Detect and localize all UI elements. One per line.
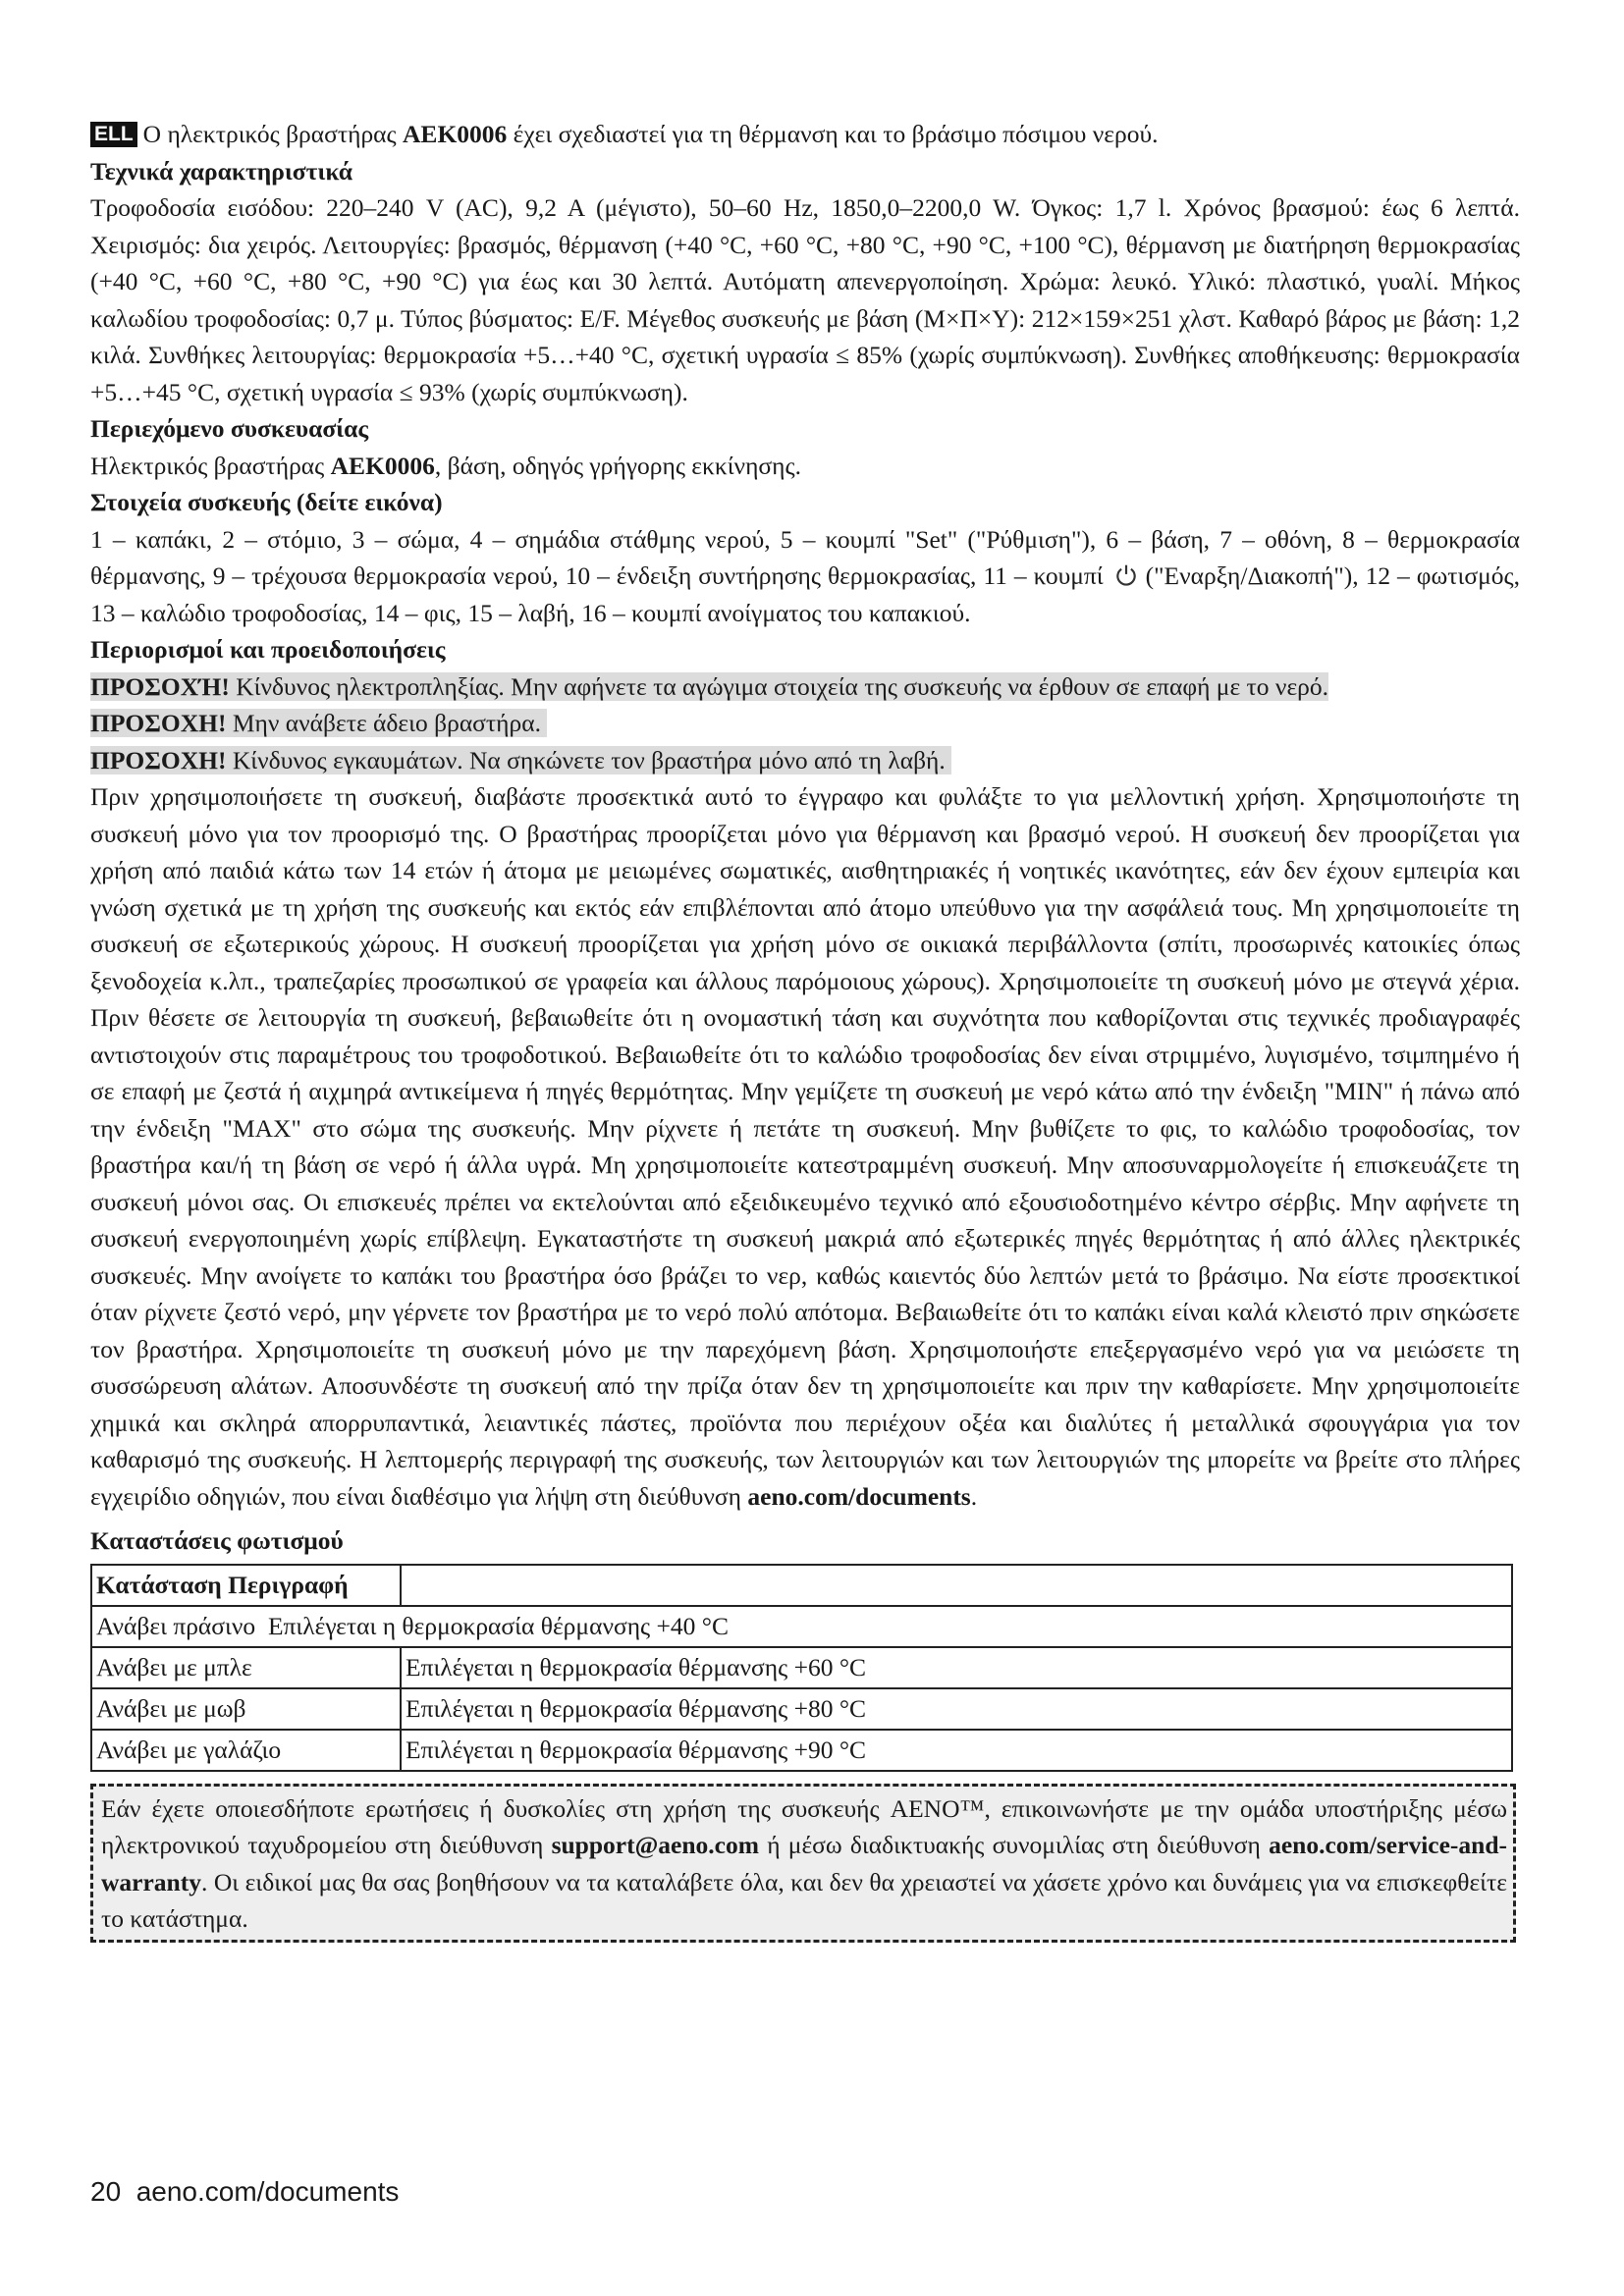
table-row <box>91 1647 1512 1688</box>
specs-heading: Τεχνικά χαρακτηριστικά <box>90 156 352 186</box>
language-badge: ELL <box>90 122 137 147</box>
documents-link[interactable]: aeno.com/documents <box>747 1481 971 1511</box>
elements-text-before: 1 – καπάκι, 2 – στόμιο, 3 – σώμα, 4 – σημάδια στάθμης νερού, 5 – κουμπί "Set" ("Ρύθμιση"), 6 – βάση, 7 – οθόνη, 8 – θερμοκρασία θέρμανσης, 9 – τρέχουσα θερμοκρασία νερού, 10 – ένδειξη συντήρησης θερμοκρασίας, 11 – κουμπί <box>90 524 1520 590</box>
elements-text-after: ("Εναρξη/Διακοπή"), 12 – φωτισμός, 13 – καλώδιο τροφοδοσίας, 14 – φις, 15 – λαβή, 16 – κουμπί ανοίγματος του καπακιού. <box>90 561 1520 627</box>
power-icon <box>1113 562 1139 588</box>
lighting-heading: Καταστάσεις φωτισμού <box>90 1526 344 1555</box>
table-cell-merged: Ανάβει πράσινο Επιλέγεται η θερμοκρασία θέρμανσης +40 °C <box>91 1606 1512 1647</box>
service-warranty-link[interactable]: aeno.com/service-and-warranty <box>101 1831 1508 1896</box>
package-text-before: Ηλεκτρικός βραστήρας <box>90 451 331 480</box>
warning-label: ΠΡΟΣΟΧΗ! <box>90 709 227 737</box>
warning-3 <box>90 742 1520 779</box>
support-email-link[interactable]: support@aeno.com <box>551 1831 759 1859</box>
lighting-states-table <box>90 1564 1513 1772</box>
warning-label: ΠΡΟΣΟΧΉ! <box>90 671 230 701</box>
package-model: AEK0006 <box>330 451 435 480</box>
warnings-body-text: Πριν χρησιμοποιήσετε τη συσκευή, διαβάστε προσεκτικά αυτό το έγγραφο και φυλάξτε το για μελλοντική χρήση. Χρησιμοποιήστε τη συσκευή μόνο για τον προορισμό της. Ο βραστήρας προορίζεται μόνο για θέρμανση και βρασμό νερού. Η συσκευή δεν προορίζεται για χρήση από παιδιά κάτω των 14 ετών ή άτομα με μειωμένες σωματικές, αισθητηριακές ή νοητικές ικανότητες, εάν δεν έχουν εμπειρία και γνώση σχετικά με τη χρήση της συσκευής και εκτός εάν επιβλέπονται από άτομο υπεύθυνο για την ασφάλειά τους. Μη χρησιμοποιείτε τη συσκευή σε εξωτερικούς χώρους. Η συσκευή προορίζεται για χρήση μόνο σε οικιακά περιβάλλοντα (σπίτι, προσωρινές κατοικίες όπως ξενοδοχεία κ.λπ., τραπεζαρίες προσωπικού σε γραφεία και άλλους παρόμοιους χώρους). Χρησιμοποιείτε τη συσκευή μόνο με στεγνά χέρια. Πριν θέσετε σε λειτουργία τη συσκευή, βεβαιωθείτε ότι η ονομαστική τάση και συχνότητα που καθορίζονται στις τεχνικές προδιαγραφές αντιστοιχούν στις παραμέτρους του τροφοδοτικού. Βεβαιωθείτε ότι το καλώδιο τροφοδοσίας δεν είναι στριμμένο, λυγισμένο, τσιμπημένο ή σε επαφή με ζεστά ή αιχμηρά αντικείμενα ή πηγές θερμότητας. Μην γεμίζετε τη συσκευή με νερό κάτω από την ένδειξη "MIN" ή πάνω από την ένδειξη "MAX" στο σώμα της συσκευής. Μην ρίχνετε ή πετάτε τη συσκευή. Μην βυθίζετε το φις, το καλώδιο τροφοδοσίας, τον βραστήρα και/ή τη βάση σε νερό ή άλλα υγρά. Μη χρησιμοποιείτε κατεστραμμένη συσκευή. Μην αποσυναρμολογείτε ή επισκευάζετε τη συσκευή μόνοι σας. Οι επισκευές πρέπει να εκτελούνται από εξειδικευμένο τεχνικό από εξουσιοδοτημένο κέντρο σέρβις. Μην αφήνετε τη συσκευή ενεργοποιημένη χωρίς επίβλεψη. Εγκαταστήστε τη συσκευή μακριά από εξωτερικές πηγές θερμότητας ή από άλλες ηλεκτρικές συσκευές. Μην ανοίγετε το καπάκι του βραστήρα όσο βράζει το νερ, καθώς καιεντός δύο λεπτών μετά το βράσιμο. Να είστε προσεκτικοί όταν ρίχνετε ζεστό νερό, μην γέρνετε τον βραστήρα με το νερό πολύ απότομα. Βεβαιωθείτε ότι το καπάκι είναι καλά κλειστό πριν σηκώσετε τον βραστήρα. Χρησιμοποιείτε τη συσκευή μόνο με την παρεχόμενη βάση. Χρησιμοποιήστε επεξεργασμένο νερό για να μειώσετε τη συσσώρευση αλάτων. Αποσυνδέστε τη συσκευή από την πρίζα όταν δεν τη χρησιμοποιείτε και πριν την καθαρίσετε. Μην χρησιμοποιείτε χημικά και σκληρά απορρυπαντικά, λειαντικές πάστες, προϊόντα που περιέχουν οξέα και διαλύτες ή μεταλλικά σφουγγάρια για τον καθαρισμό της συσκευής. Η λεπτομερής περιγραφή της συσκευής, των λειτουργιών και των λειτουργιών της μπορείτε να βρείτε στο πλήρες εγχειρίδιο οδηγιών, που είναι διαθέσιμο για λήψη στη διεύθυνση <box>90 782 1520 1511</box>
intro-text-after: έχει σχεδιαστεί για τη θέρμανση και το βράσιμο πόσιμου νερού. <box>507 120 1159 148</box>
specs-text: Τροφοδοσία εισόδου: 220–240 V (AC), 9,2 A (μέγιστο), 50–60 Hz, 1850,0–2200,0 W. Όγκος: 1,7 l. Χρόνος βρασμού: έως 6 λεπτά. Χειρισμός: δια χειρός. Λειτουργίες: βρασμός, θέρμανση (+40 °C, +60 °C, +80 °C, +90 °C, +100 °C), θέρμανση με διατήρηση θερμοκρασίας (+40 °C, +60 °C, +80 °C, +90 °C) για έως και 30 λεπτά. Αυτόματη απενεργοποίηση. Χρώμα: λευκό. Υλικό: πλαστικό, γυαλί. Μήκος καλωδίου τροφοδοσίας: 0,7 μ. Τύπος βύσματος: E/F. Μέγεθος συσκευής με βάση (Μ×Π×Υ): 212×159×251 χλστ. Καθαρό βάρος με βάση: 1,2 κιλά. Συνθήκες λειτουργίας: θερμοκρασία +5…+40 °C, σχετική υγρασία ≤ 85% (χωρίς συμπύκνωση). Συνθήκες αποθήκευσης: θερμοκρασία +5…+45 °C, σχετική υγρασία ≤ 93% (χωρίς συμπύκνωση). <box>90 193 1520 406</box>
table-cell-state: Ανάβει με μπλε <box>91 1647 401 1688</box>
contact-box: Εάν έχετε οποιεσδήποτε ερωτήσεις ή δυσκολίες στη χρήση της συσκευής AENO™, επικοινωνήστε με την ομάδα υποστήριξης μέσω ηλεκτρονικού ταχυδρομείου στη διεύθυνση support@aeno.com ή μέσω διαδικτυακής συνομιλίας στη διεύθυνση aeno.com/service-and-warranty. Οι ειδικοί μας θα σας βοηθήσουν να τα καταλάβετε όλα, και δεν θα χρειαστεί να χάσετε χρόνο και δυνάμεις για να επισκεφθείτε το κατάστημα. <box>90 1784 1516 1943</box>
warning-text: Κίνδυνος ηλεκτροπληξίας. Μην αφήνετε τα αγώγιμα στοιχεία της συσκευής να έρθουν σε επαφή με το νερό. <box>229 671 1329 701</box>
intro-paragraph <box>90 116 1520 153</box>
table-cell-state: Ανάβει με μωβ <box>91 1688 401 1730</box>
package-text <box>90 448 1520 485</box>
warning-text: Μην ανάβετε άδειο βραστήρα. <box>226 709 541 737</box>
footer-url[interactable]: aeno.com/documents <box>135 2176 400 2207</box>
table-cell-description: Επιλέγεται η θερμοκρασία θέρμανσης +60 °C <box>401 1647 1512 1688</box>
warning-1 <box>90 668 1520 706</box>
table-cell-description: Επιλέγεται η θερμοκρασία θέρμανσης +80 °C <box>401 1688 1512 1730</box>
warning-label: ΠΡΟΣΟΧΗ! <box>90 745 227 774</box>
package-text-after: , βάση, οδηγός γρήγορης εκκίνησης. <box>434 451 801 480</box>
warnings-body: Πριν χρησιμοποιήσετε τη συσκευή, διαβάστε προσεκτικά αυτό το έγγραφο και φυλάξτε το για μελλοντική χρήση. Χρησιμοποιήστε τη συσκευή μόνο για τον προορισμό της. Ο βραστήρας προορίζεται μόνο για θέρμανση και βρασμό νερού. Η συσκευή δεν προορίζεται για χρήση από παιδιά κάτω των 14 ετών ή άτομα με μειωμένες σωματικές, αισθητηριακές ή νοητικές ικανότητες, εάν δεν έχουν εμπειρία και γνώση σχετικά με τη χρήση της συσκευής και εκτός εάν επιβλέπονται από άτομο υπεύθυνο για την ασφάλειά τους. Μη χρησιμοποιείτε τη συσκευή σε εξωτερικούς χώρους. Η συσκευή προορίζεται για χρήση μόνο σε οικιακά περιβάλλοντα (σπίτι, προσωρινές κατοικίες όπως ξενοδοχεία κ.λπ., τραπεζαρίες προσωπικού σε γραφεία και άλλους παρόμοιους χώρους). Χρησιμοποιείτε τη συσκευή μόνο με στεγνά χέρια. Πριν θέσετε σε λειτουργία τη συσκευή, βεβαιωθείτε ότι η ονομαστική τάση και συχνότητα που καθορίζονται στις τεχνικές προδιαγραφές αντιστοιχούν στις παραμέτρους του τροφοδοτικού. Βεβαιωθείτε ότι το καλώδιο τροφοδοσίας δεν είναι στριμμένο, λυγισμένο, τσιμπημένο ή σε επαφή με ζεστά ή αιχμηρά αντικείμενα ή πηγές θερμότητας. Μην γεμίζετε τη συσκευή με νερό κάτω από την ένδειξη "MIN" ή πάνω από την ένδειξη "MAX" στο σώμα της συσκευής. Μην ρίχνετε ή πετάτε τη συσκευή. Μην βυθίζετε το φις, το καλώδιο τροφοδοσίας, τον βραστήρα και/ή τη βάση σε νερό ή άλλα υγρά. Μη χρησιμοποιείτε κατεστραμμένη συσκευή. Μην αποσυναρμολογείτε ή επισκευάζετε τη συσκευή μόνοι σας. Οι επισκευές πρέπει να εκτελούνται από εξειδικευμένο τεχνικό από εξουσιοδοτημένο κέντρο σέρβις. Μην αφήνετε τη συσκευή ενεργοποιημένη χωρίς επίβλεψη. Εγκαταστήστε τη συσκευή μακριά από εξωτερικές πηγές θερμότητας ή από άλλες ηλεκτρικές συσκευές. Μην ανοίγετε το καπάκι του βραστήρα όσο βράζει το νερ, καθώς καιεντός δύο λεπτών μετά το βράσιμο. Να είστε προσεκτικοί όταν ρίχνετε ζεστό νερό, μην γέρνετε τον βραστήρα με το νερό πολύ απότομα. Βεβαιωθείτε ότι το καπάκι είναι καλά κλειστό πριν σηκώσετε τον βραστήρα. Χρησιμοποιείτε τη συσκευή μόνο με την παρεχόμενη βάση. Χρησιμοποιήστε επεξεργασμένο νερό για να μειώσετε τη συσσώρευση αλάτων. Αποσυνδέστε τη συσκευή από την πρίζα όταν δεν τη χρησιμοποιείτε και πριν την καθαρίσετε. Μην χρησιμοποιείτε χημικά και σκληρά απορρυπαντικά, λειαντικές πάστες, προϊόντα που περιέχουν οξέα και διαλύτες ή μεταλλικά σφουγγάρια για τον καθαρισμό της συσκευής. Η λεπτομερής περιγραφή της συσκευής, των λειτουργιών και των λειτουργιών της μπορείτε να βρείτε στο πλήρες εγχειρίδιο οδηγιών, που είναι διαθέσιμο για λήψη στη διεύθυνση aeno.com/documents. <box>90 782 1520 1511</box>
table-cell-state: Ανάβει με γαλάζιο <box>91 1730 401 1771</box>
table-header-cell: Κατάσταση Περιγραφή <box>91 1565 401 1606</box>
warnings-heading: Περιορισμοί και προειδοποιήσεις <box>90 635 446 664</box>
page-footer <box>90 2176 399 2208</box>
elements-text <box>90 521 1520 632</box>
table-row <box>91 1688 1512 1730</box>
elements-heading: Στοιχεία συσκευής (δείτε εικόνα) <box>90 488 443 516</box>
intro-text-before: Ο ηλεκτρικός βραστήρας <box>142 120 404 148</box>
table-header-empty <box>401 1565 1512 1606</box>
table-header-row <box>91 1565 1512 1606</box>
document-page <box>90 116 1520 1943</box>
intro-model: AEK0006 <box>403 120 508 148</box>
table-cell-description: Επιλέγεται η θερμοκρασία θέρμανσης +90 °C <box>401 1730 1512 1771</box>
table-row <box>91 1606 1512 1647</box>
package-heading: Περιεχόμενο συσκευασίας <box>90 414 369 443</box>
table-row <box>91 1730 1512 1771</box>
warning-2 <box>90 705 1520 742</box>
warning-text: Κίνδυνος εγκαυμάτων. Να σηκώνετε τον βραστήρα μόνο από τη λαβή. <box>226 745 946 774</box>
page-number: 20 <box>90 2176 122 2207</box>
